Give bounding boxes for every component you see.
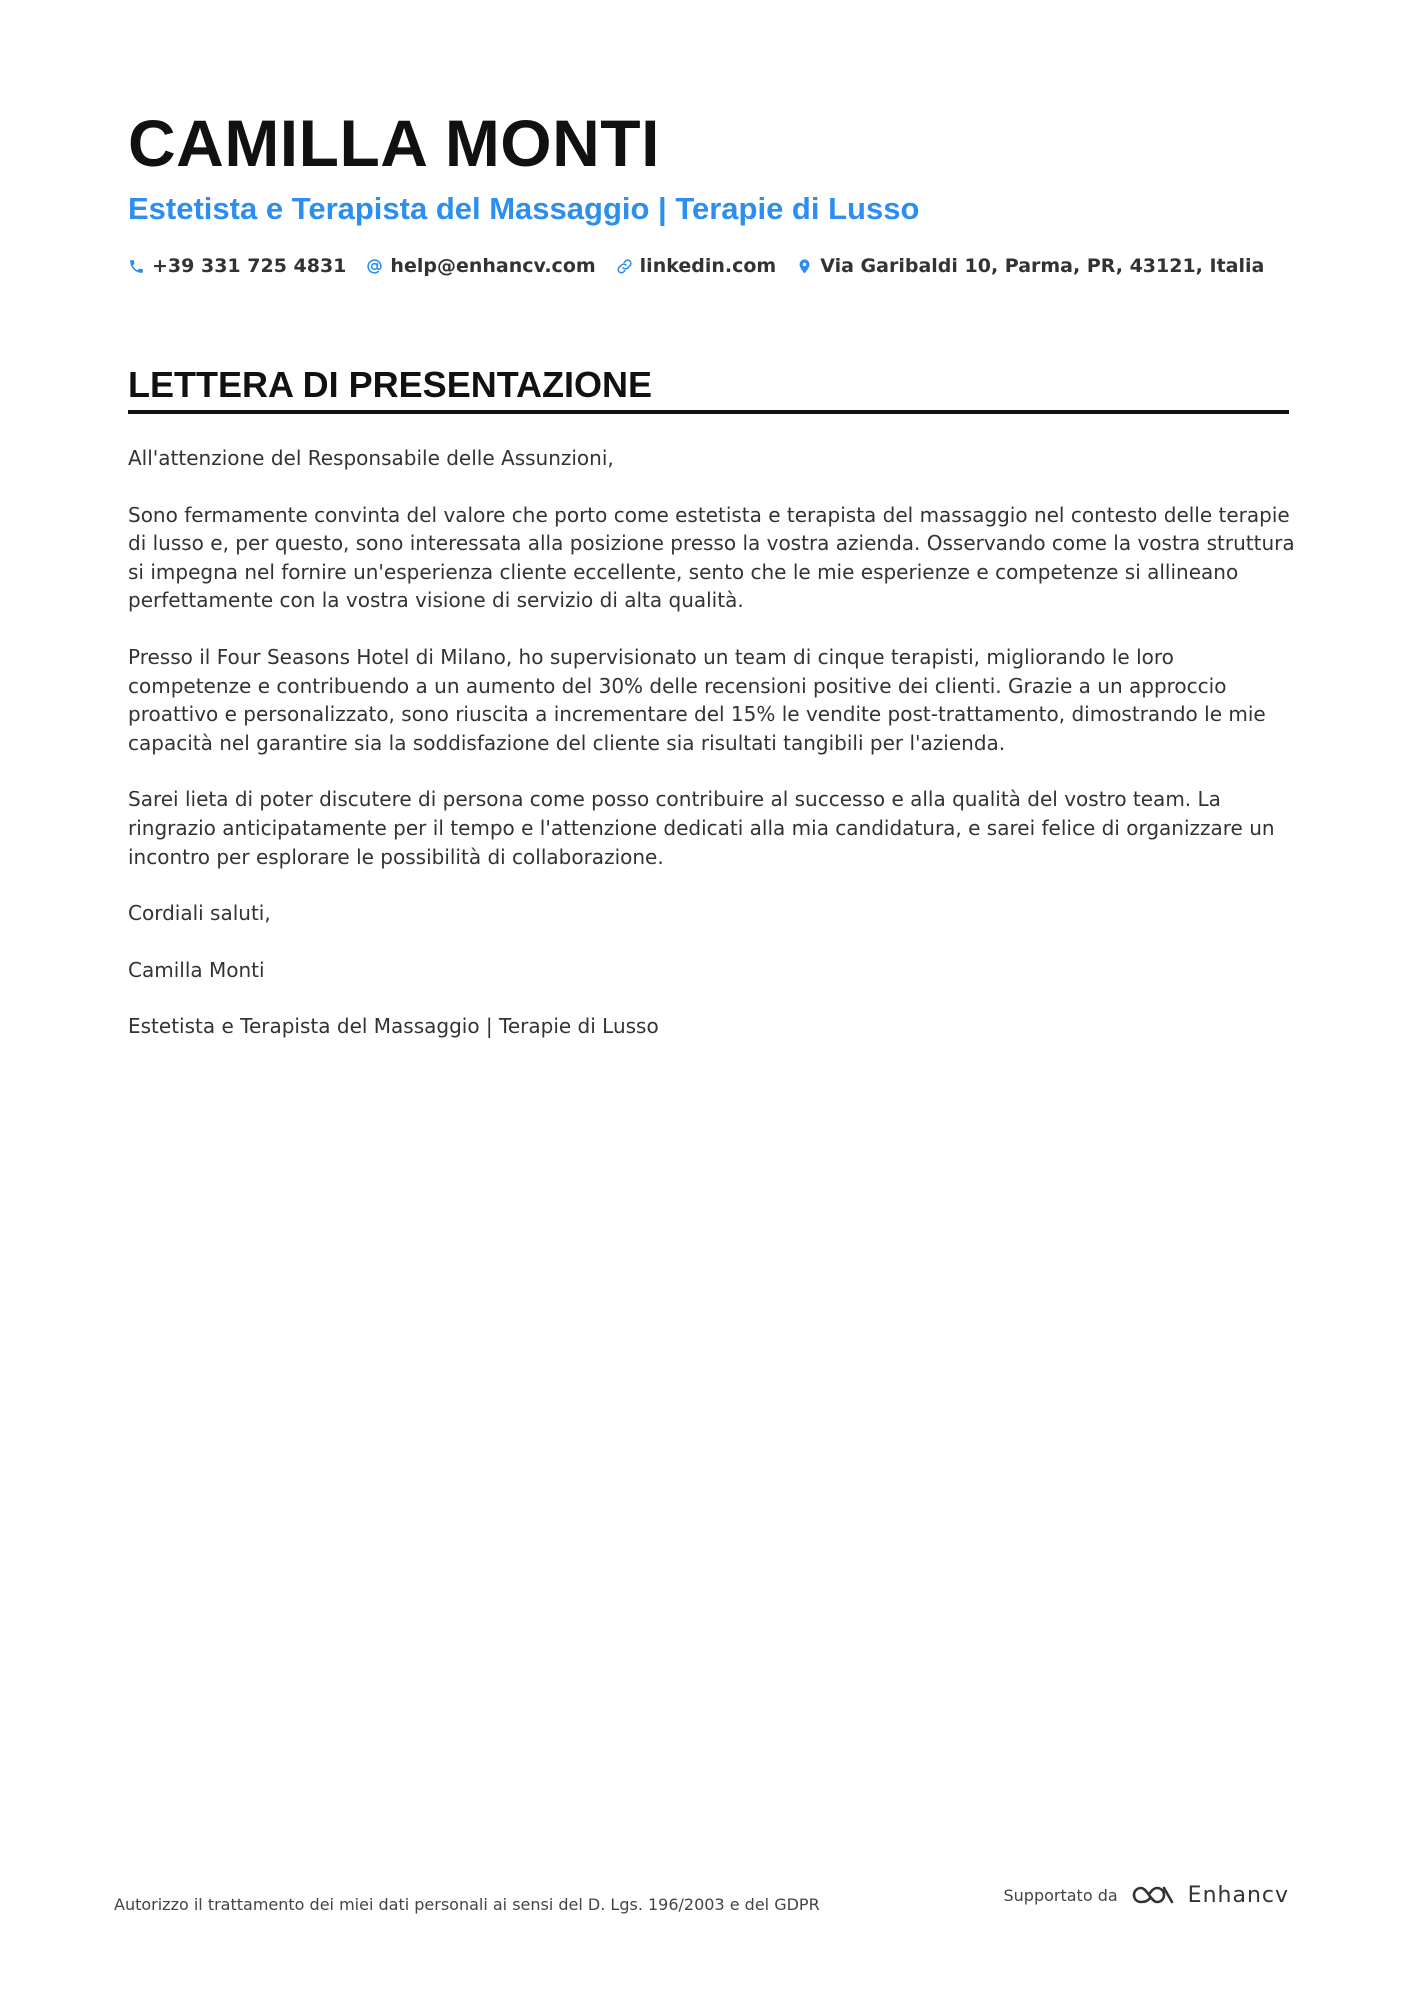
letter-salutation: All'attenzione del Responsabile delle Assunzioni, (128, 446, 614, 470)
email-text: help@enhancv.com (390, 255, 596, 277)
signature-name: Camilla Monti (128, 957, 265, 982)
candidate-name: CAMILLA MONTI (128, 106, 660, 180)
enhancv-logo-icon (1130, 1882, 1176, 1908)
enhancv-brand: Enhancv (1187, 1882, 1289, 1908)
powered-by-label: Supportato da (1003, 1885, 1118, 1905)
letter-paragraph: Sono fermamente convinta del valore che porto come estetista e terapista del massaggio nel contesto delle terapie di lusso e, per questo, sono interessata alla posizione presso la vostra azienda. Osservando come la vostra struttura si impegna nel fornire un'esperienza cliente eccellente, sento che le mie esperienze e competenze si allineano perfettamente con la vostra visione di servizio di alta qualità. (128, 502, 1295, 613)
address-text: Via Garibaldi 10, Parma, PR, 43121, Italia (820, 255, 1265, 277)
contact-bar (128, 255, 1264, 277)
candidate-title: Estetista e Terapista del Massaggio | Terapie di Lusso (128, 191, 920, 226)
contact-linkedin[interactable] (616, 255, 777, 277)
at-icon (366, 258, 383, 275)
letter-body (128, 444, 1298, 1069)
powered-by[interactable] (1004, 1882, 1290, 1908)
link-icon (616, 258, 633, 275)
section-title: LETTERA DI PRESENTAZIONE (128, 364, 653, 405)
location-pin-icon (796, 258, 813, 275)
contact-address (796, 255, 1264, 277)
contact-phone (128, 255, 346, 277)
phone-icon (128, 258, 145, 275)
letter-paragraph: Sarei lieta di poter discutere di persona come posso contribuire al successo e alla qualità del vostro team. La ringrazio anticipatamente per il tempo e l'attenzione dedicati alla mia candidatura, e sarei felice di organizzare un incontro per esplorare le possibilità di collaborazione. (128, 787, 1275, 869)
privacy-note: Autorizzo il trattamento dei miei dati personali ai sensi del D. Lgs. 196/2003 e del GDPR (114, 1895, 820, 1914)
contact-email[interactable] (366, 255, 595, 277)
letter-paragraph: Presso il Four Seasons Hotel di Milano, ho supervisionato un team di cinque terapisti, migliorando le loro competenze e contribuendo a un aumento del 30% delle recensioni positive dei clienti. Grazie a un approccio proattivo e personalizzato, sono riuscita a incrementare del 15% le vendite post-trattamento, dimostrando le mie capacità nel garantire sia la soddisfazione del cliente sia risultati tangibili per l'azienda. (128, 644, 1266, 755)
linkedin-text: linkedin.com (639, 255, 777, 277)
phone-text: +39 331 725 4831 (152, 255, 347, 277)
signature-title: Estetista e Terapista del Massaggio | Terapie di Lusso (128, 1014, 659, 1039)
letter-closing: Cordiali saluti, (128, 901, 271, 926)
section-divider (128, 410, 1289, 414)
